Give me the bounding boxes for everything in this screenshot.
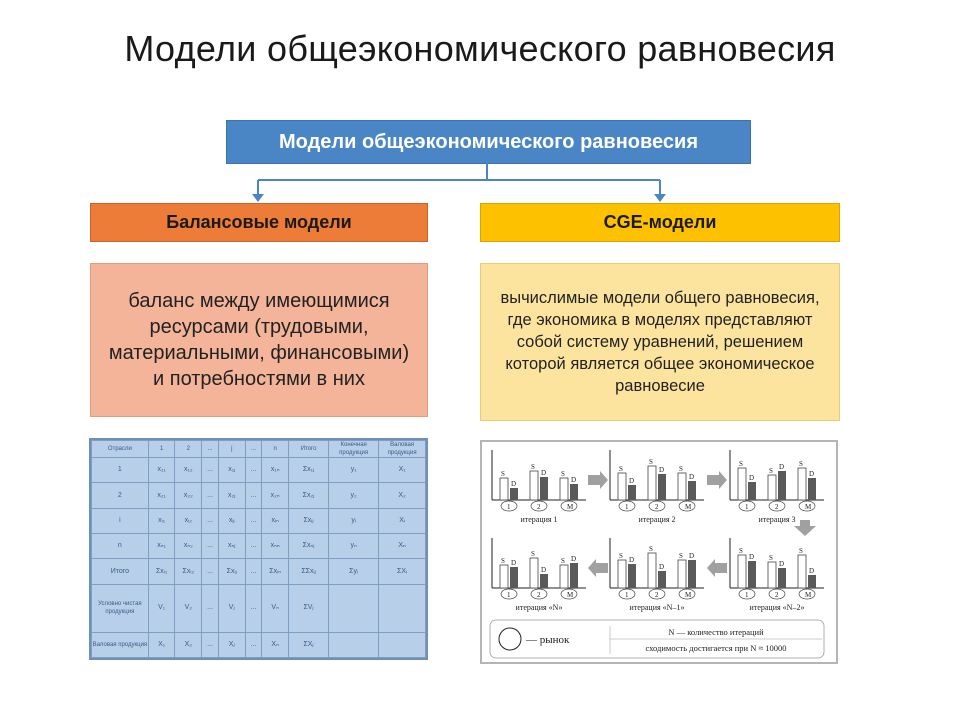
supply-bar [768,475,776,500]
iteration-label: итерация 2 [638,515,676,524]
supply-label: S [649,545,653,553]
table-cell: Xᵢ [379,508,426,533]
table-cell: X₁ [379,458,426,483]
table-cell: i [92,508,149,533]
demand-bar [510,488,518,500]
demand-label: D [749,474,755,482]
table-cell [379,584,426,632]
demand-label: D [689,473,695,481]
iteration-label: итерация «N–1» [629,603,685,612]
flow-arrow-left [588,559,608,577]
supply-bar [500,565,508,588]
market-label: 2 [655,503,659,511]
table-header-cell: 1 [148,441,175,458]
supply-bar [738,468,746,500]
table-cell: Условно чистая продукция [92,584,149,632]
table-cell: ... [202,483,219,508]
market-label: 1 [507,591,511,599]
supply-label: S [561,470,565,478]
market-label: M [685,591,692,599]
supply-label: S [799,460,803,468]
table-cell: xᵢⱼ [218,508,245,533]
table-header-cell: Конечная продукция [329,441,379,458]
demand-label: D [629,556,635,564]
cge-iterations-svg [482,442,836,662]
iteration-label: итерация «N» [515,603,563,612]
table-cell: Σxᵢ₁ [148,559,175,584]
table-cell: ΣXⱼ [289,632,329,657]
table-cell: n [92,534,149,559]
table-cell: Σxᵢⱼ [289,508,329,533]
table-cell: xₙ₂ [175,534,202,559]
cge-models-description-box [480,263,840,421]
market-label: 2 [775,503,779,511]
table-cell: x₂ⱼ [218,483,245,508]
demand-bar [540,477,548,500]
supply-label: S [769,554,773,562]
demand-bar [628,564,636,588]
table-cell: x₂₁ [148,483,175,508]
balance-models-label: Балансовые модели [166,212,352,232]
demand-bar [748,561,756,588]
market-label: 2 [775,591,779,599]
table-cell: ... [245,559,262,584]
table-cell: X₁ [148,632,175,657]
table-cell: x₁ₙ [262,458,289,483]
iteration-label: итерация 3 [758,515,796,524]
demand-label: D [511,559,517,567]
market-label: M [685,503,692,511]
supply-label: S [531,550,535,558]
table-cell: ΣXᵢ [379,559,426,584]
table-cell [379,632,426,657]
table-row [92,632,426,657]
supply-bar [678,560,686,588]
table-cell: X₂ [175,632,202,657]
table-cell: Σx₂ⱼ [289,483,329,508]
table-cell: y₂ [329,483,379,508]
table-cell: Σyᵢ [329,559,379,584]
demand-bar [540,574,548,588]
table-row [92,584,426,632]
flow-arrow-right [588,471,608,489]
market-label: M [805,503,812,511]
market-label: 2 [655,591,659,599]
demand-label: D [659,466,665,474]
table-cell [329,632,379,657]
demand-bar [778,568,786,588]
supply-label: S [501,470,505,478]
demand-bar [570,484,578,500]
table-cell: yᵢ [329,508,379,533]
demand-bar [748,482,756,500]
table-cell: Σxₙⱼ [289,534,329,559]
legend-n-text: N — количество итераций [668,627,764,637]
table-cell: ... [202,508,219,533]
table-header-cell: n [262,441,289,458]
supply-bar [618,560,626,588]
table-cell: V₁ [148,584,175,632]
demand-bar [688,481,696,500]
table-cell: ΣVⱼ [289,584,329,632]
supply-bar [648,466,656,500]
table-cell: ΣΣxᵢⱼ [289,559,329,584]
table-cell: Σxᵢₙ [262,559,289,584]
table-header-cell: ... [245,441,262,458]
demand-bar [808,478,816,500]
table-cell: xᵢₙ [262,508,289,533]
supply-label: S [649,458,653,466]
supply-bar [500,478,508,500]
demand-bar [688,560,696,588]
table-cell: y₁ [329,458,379,483]
table-cell: Валовая продукция [92,632,149,657]
supply-bar [618,473,626,500]
table-cell: x₁ⱼ [218,458,245,483]
table-cell: ... [245,508,262,533]
demand-label: D [779,463,785,471]
root-model-label: Модели общеэкономического равновесия [279,130,698,153]
demand-bar [658,571,666,588]
table-cell: ... [202,458,219,483]
table-cell: xᵢ₂ [175,508,202,533]
demand-bar [570,563,578,588]
table-cell: ... [202,632,219,657]
table-cell: ... [245,458,262,483]
arrowhead-left [252,194,264,202]
table-cell: ... [245,483,262,508]
demand-bar [658,474,666,500]
supply-bar [738,555,746,588]
table-cell [329,584,379,632]
balance-table-header-row [92,441,426,458]
flow-arrow-left [707,559,727,577]
market-label: M [567,591,574,599]
demand-label: D [541,566,547,574]
cge-models-description: вычислимые модели общего равновесия, где экономика в моделях представляют собой систему уравнений, решением которой является общее экономическое равновесие [500,289,820,395]
slide-title: Модели общеэкономического равновесия [124,28,836,69]
table-cell: x₁₁ [148,458,175,483]
demand-bar [778,471,786,500]
supply-label: S [739,460,743,468]
balance-table [91,440,426,658]
demand-bar [808,575,816,588]
arrowhead-right [654,194,666,202]
table-cell: ... [245,584,262,632]
market-label: 1 [745,591,749,599]
demand-bar [628,485,636,500]
demand-bar [510,567,518,588]
supply-label: S [679,552,683,560]
table-cell: 1 [92,458,149,483]
demand-label: D [571,476,577,484]
table-cell: Σx₁ⱼ [289,458,329,483]
supply-label: S [739,547,743,555]
flow-arrow-down [794,520,816,536]
table-cell: Σxᵢ₂ [175,559,202,584]
demand-label: D [571,555,577,563]
balance-models-description: баланс между имеющимися ресурсами (трудовыми, материальными, финансовыми) и потребностями в них [108,290,410,390]
flow-arrow-right [707,471,727,489]
table-cell: ... [245,534,262,559]
table-cell: Xₙ [379,534,426,559]
market-label: 2 [537,591,541,599]
table-cell: V₂ [175,584,202,632]
market-label: 1 [745,503,749,511]
table-row [92,508,426,533]
supply-label: S [619,465,623,473]
legend-market-text: — рынок [526,634,570,646]
supply-label: S [561,557,565,565]
balance-models-header [90,203,428,242]
balance-table-image [89,438,428,660]
demand-label: D [541,469,547,477]
supply-bar [560,478,568,500]
demand-label: D [689,552,695,560]
market-label: M [805,591,812,599]
supply-label: S [619,552,623,560]
table-cell: x₂₂ [175,483,202,508]
table-row [92,483,426,508]
table-header-cell: Отрасли [92,441,149,458]
demand-label: D [659,563,665,571]
supply-bar [530,471,538,500]
cge-models-header [480,203,840,242]
supply-bar [530,558,538,588]
table-cell: Xₙ [262,632,289,657]
table-header-cell: ... [202,441,219,458]
table-cell: Σxᵢⱼ [218,559,245,584]
table-cell: Xⱼ [218,632,245,657]
table-cell: x₂ₙ [262,483,289,508]
cge-iterations-figure [480,440,838,664]
market-label: 1 [625,591,629,599]
table-header-cell: Итого [289,441,329,458]
table-cell: xᵢ₁ [148,508,175,533]
table-cell: xₙⱼ [218,534,245,559]
table-cell: ... [202,584,219,632]
balance-models-description-box [90,263,428,417]
table-cell: x₁₂ [175,458,202,483]
table-cell: Итого [92,559,149,584]
table-row [92,458,426,483]
table-cell: yₙ [329,534,379,559]
table-row [92,534,426,559]
market-label: M [567,503,574,511]
supply-label: S [799,547,803,555]
demand-label: D [511,480,517,488]
table-cell: Vₙ [262,584,289,632]
table-cell: 2 [92,483,149,508]
supply-bar [768,562,776,588]
demand-label: D [809,470,815,478]
supply-label: S [769,467,773,475]
supply-bar [798,468,806,500]
table-header-cell: 2 [175,441,202,458]
table-total-row [92,559,426,584]
iteration-label: итерация «N–2» [749,603,805,612]
iteration-label: итерация 1 [520,515,558,524]
legend-convergence-text: сходимость достигается при N ≈ 10000 [645,643,787,653]
demand-label: D [779,560,785,568]
table-cell: xₙₙ [262,534,289,559]
supply-label: S [501,557,505,565]
market-label: 1 [625,503,629,511]
market-label: 1 [507,503,511,511]
table-cell: ... [202,559,219,584]
table-cell: X₂ [379,483,426,508]
table-cell: ... [202,534,219,559]
supply-label: S [679,465,683,473]
demand-label: D [809,567,815,575]
table-cell: ... [245,632,262,657]
supply-bar [678,473,686,500]
table-header-cell: Валовая продукция [379,441,426,458]
supply-label: S [531,463,535,471]
table-header-cell: j [218,441,245,458]
table-cell: Vⱼ [218,584,245,632]
demand-label: D [629,477,635,485]
cge-models-label: CGE-модели [603,212,717,232]
supply-bar [648,553,656,588]
supply-bar [560,565,568,588]
demand-label: D [749,553,755,561]
supply-bar [798,555,806,588]
market-label: 2 [537,503,541,511]
table-cell: xₙ₁ [148,534,175,559]
